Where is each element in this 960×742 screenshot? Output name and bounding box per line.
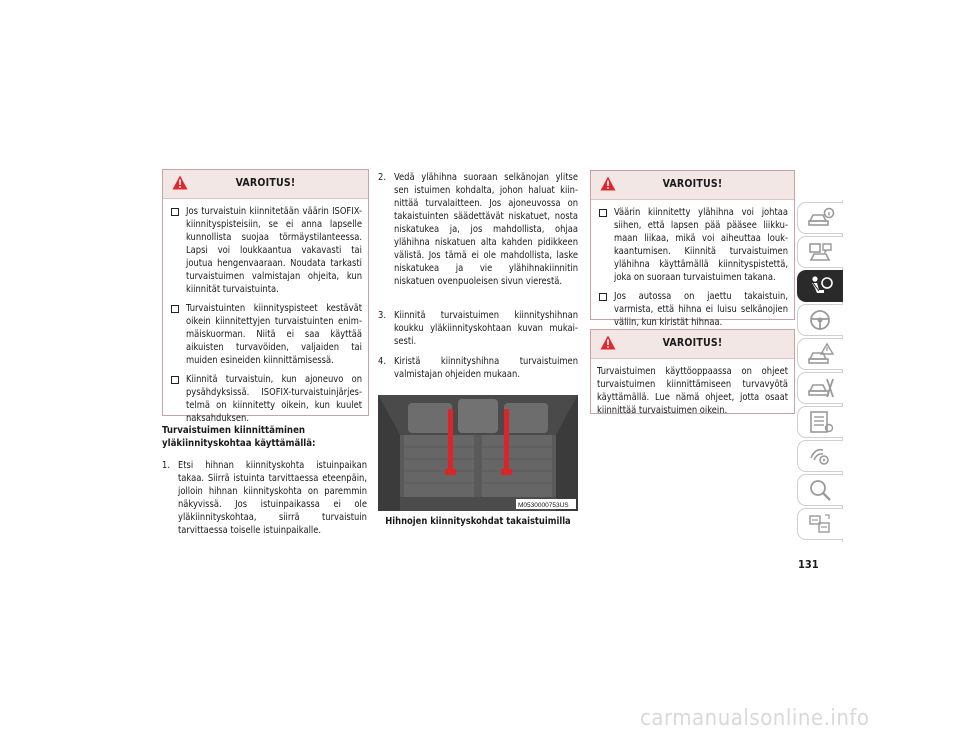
section-heading: Turvaistuimen kiinnittäminen yläkiinnityskohtaa käyttämällä: (162, 425, 316, 449)
warning-text: Turvaistuimen käyttöoppaassa on ohjeet turvaistuimen kiinnittämiseen turvavyötä käyttämällä. Lue nämä ohjeet, jotta osaat kiinnittää turvaistuimen oikein. (597, 366, 788, 416)
checklist-icon (807, 410, 835, 434)
page-number: 131 (798, 558, 819, 571)
checkbox-bullet-icon (171, 305, 179, 313)
warning-title: VAROITUS! (662, 178, 723, 190)
warning-header (591, 330, 794, 359)
figure-caption: Hihnojen kiinnityskohdat takaistuimilla (385, 516, 571, 527)
step-1: 1. Etsi hihnan kiinnityskohta istuinpaikan takaa. Siirrä istuinta tarvittaessa eteenpäin, jolloin hihnan kiinnityskohta on paremmin näkyvissä. Jos istuinpaikassa ei ole yläkiinnityskohtaa, siirrä turvaistuin tarvittaessa toiselle istuinpaikalle. (162, 460, 367, 536)
rear-seat-illustration (378, 395, 578, 511)
car-service-tools-icon (807, 376, 835, 400)
warning-header (163, 170, 368, 199)
warning-title: VAROITUS! (235, 177, 296, 189)
warning-box-seatbelt (590, 329, 795, 414)
warning-box-isofix (162, 169, 369, 424)
tab-car-info[interactable] (797, 202, 843, 234)
tab-emergency[interactable] (797, 338, 843, 370)
step-3: 3. Kiinnitä turvaistuimen kiinnityshihnan koukku yläkiinnityskohtaan kuvan mukaisesti. (378, 310, 578, 347)
car-warning-icon (807, 342, 835, 366)
warning-header (591, 171, 794, 200)
figure-code: M0530000753US (518, 502, 569, 509)
warning-box-top-tether (590, 170, 795, 328)
tab-specifications[interactable] (797, 406, 843, 438)
warning-title: VAROITUS! (662, 337, 723, 349)
search-icon (807, 478, 835, 502)
warning-bullet: Jos turvaistuin kiinnitetään väärin ISOFIX-kiinnityspisteisiin, se ei anna lapselle kunnollista suojaa törmäystilanteessa. Lapsi voi loukkaantua vakavasti tai joutua hengenvaaraan. Noudata tarkasti turvaistuimen valmistajan ohjeita, kun kiinnität turvaistuinta. (169, 205, 362, 296)
step-2: 2. Vedä ylähihna suoraan selkänojan ylitse sen istuimen kohdalta, johon haluat kiinnittää turvalaitteen. Jos ajoneuvossa on takaistuinten säädettävät niskatuet, nosta niskatukea ja, jos mahdollista, ohjaa ylähihna niskatuen alta kahden pidikkeen välistä. Jos tämä ei ole mahdollista, laske niskatukea ja vie ylähihnakiinnitin niskatuen ovenpuoleisen sivun vierestä. (378, 172, 578, 287)
car-info-icon (807, 206, 835, 230)
tab-service[interactable] (797, 372, 843, 404)
watermark: carmanualsonline.info (640, 706, 870, 731)
chapter-tab-sidebar (797, 200, 843, 542)
tether-anchor-photo (378, 395, 578, 511)
warning-bullet: Väärin kiinnitetty ylähihna voi johtaa siihen, että lapsen pää pääsee liikkumaan liikaa, mikä voi aiheuttaa loukkaantumisen. Kiinnitä turvaistuimen ylähihna käyttämällä kiinnityspistettä, joka on suoraan turvaistuimen takana. (597, 206, 788, 284)
airbag-safety-icon (807, 274, 835, 298)
tab-customer-assistance[interactable] (797, 474, 843, 506)
warning-bullet: Jos autossa on jaettu takaistuin, varmista, että hihna ei luisu selkänojien väliin, kun kiristät hihnaa. (597, 290, 788, 329)
tab-safety[interactable] (797, 270, 843, 302)
checkbox-bullet-icon (171, 208, 179, 216)
steering-wheel-icon (807, 308, 835, 332)
checkbox-bullet-icon (171, 376, 179, 384)
tab-index[interactable] (797, 508, 843, 540)
checkbox-bullet-icon (599, 293, 607, 301)
tab-driving[interactable] (797, 304, 843, 336)
tab-multimedia[interactable] (797, 440, 843, 472)
dashboard-message-icon (807, 240, 835, 264)
multimedia-icon (807, 444, 835, 468)
language-index-icon (807, 512, 835, 536)
step-4: 4. Kiristä kiinnityshihna turvaistuimen valmistajan ohjeiden mukaan. (378, 356, 578, 380)
tab-dashboard-message[interactable] (797, 236, 843, 268)
checkbox-bullet-icon (599, 209, 607, 217)
warning-bullet: Kiinnitä turvaistuin, kun ajoneuvo on pysähdyksissä. ISOFIX-turvaistuinjärjestelmä on kiinnitetty oikein, kun kuulet naksahduksen. (169, 373, 362, 425)
warning-bullet: Turvaistuinten kiinnityspisteet kestävät oikein kiinnitettyjen turvaistuinten enimmäiskuorman. Niitä ei saa käyttää aikuisten turvavöiden, valjaiden tai muiden esineiden kiinnittämisessä. (169, 302, 362, 367)
